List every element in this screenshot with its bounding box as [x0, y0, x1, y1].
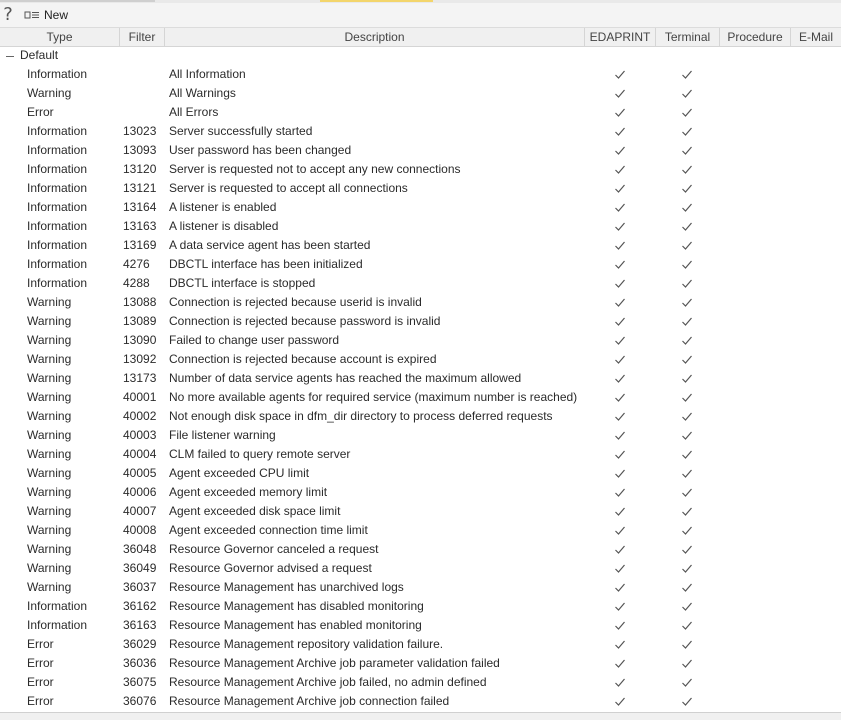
- column-header-terminal[interactable]: Terminal: [656, 28, 720, 46]
- table-row[interactable]: [0, 122, 841, 141]
- edaprint-check-icon[interactable]: [614, 217, 626, 236]
- table-row[interactable]: [0, 350, 841, 369]
- terminal-check-icon[interactable]: [681, 255, 693, 274]
- tab-indicator-left: [0, 0, 155, 2]
- terminal-check-icon[interactable]: [681, 198, 693, 217]
- terminal-check-icon[interactable]: [681, 160, 693, 179]
- edaprint-check-icon[interactable]: [614, 407, 626, 426]
- cell-type: Warning: [27, 86, 72, 100]
- terminal-check-icon[interactable]: [681, 483, 693, 502]
- message-table-body: [0, 65, 841, 711]
- terminal-check-icon[interactable]: [681, 540, 693, 559]
- cell-description: Agent exceeded connection time limit: [169, 523, 368, 537]
- cell-filter: 13164: [123, 200, 157, 214]
- cell-type: Information: [27, 257, 88, 271]
- cell-filter: 40001: [123, 390, 157, 404]
- cell-description: Resource Governor advised a request: [169, 561, 372, 575]
- table-row[interactable]: [0, 654, 841, 673]
- cell-type: Warning: [27, 314, 72, 328]
- cell-description: CLM failed to query remote server: [169, 447, 351, 461]
- terminal-check-icon[interactable]: [681, 65, 693, 84]
- cell-filter: 36029: [123, 637, 157, 651]
- cell-filter: 13169: [123, 238, 157, 252]
- group-row-default[interactable]: [0, 46, 841, 65]
- cell-type: Information: [27, 67, 88, 81]
- terminal-check-icon[interactable]: [681, 84, 693, 103]
- terminal-check-icon[interactable]: [681, 597, 693, 616]
- cell-type: Information: [27, 276, 88, 290]
- cell-type: Information: [27, 599, 88, 613]
- cell-filter: 13163: [123, 219, 157, 233]
- cell-type: Warning: [27, 523, 72, 537]
- table-row[interactable]: [0, 578, 841, 597]
- cell-filter: 40004: [123, 447, 157, 461]
- edaprint-check-icon[interactable]: [614, 426, 626, 445]
- cell-description: Server is requested to accept all connections: [169, 181, 408, 195]
- terminal-check-icon[interactable]: [681, 369, 693, 388]
- table-row[interactable]: [0, 236, 841, 255]
- cell-filter: 13090: [123, 333, 157, 347]
- cell-type: Error: [27, 656, 54, 670]
- terminal-check-icon[interactable]: [681, 312, 693, 331]
- cell-type: Information: [27, 219, 88, 233]
- table-row[interactable]: [0, 103, 841, 122]
- cell-description: No more available agents for required service (maximum number is reached): [169, 390, 578, 404]
- edaprint-check-icon[interactable]: [614, 350, 626, 369]
- terminal-check-icon[interactable]: [681, 616, 693, 635]
- edaprint-check-icon[interactable]: [614, 483, 626, 502]
- cell-filter: 40002: [123, 409, 157, 423]
- edaprint-check-icon[interactable]: [614, 312, 626, 331]
- cell-filter: 40005: [123, 466, 157, 480]
- edaprint-check-icon[interactable]: [614, 445, 626, 464]
- edaprint-check-icon[interactable]: [614, 141, 626, 160]
- terminal-check-icon[interactable]: [681, 502, 693, 521]
- edaprint-check-icon[interactable]: [614, 122, 626, 141]
- cell-description: Agent exceeded memory limit: [169, 485, 328, 499]
- terminal-check-icon[interactable]: [681, 692, 693, 711]
- cell-type: Information: [27, 143, 88, 157]
- new-button-label: New: [44, 8, 69, 22]
- cell-filter: 40003: [123, 428, 157, 442]
- terminal-check-icon[interactable]: [681, 274, 693, 293]
- cell-description: Resource Management Archive job connection failed: [169, 694, 450, 708]
- table-row[interactable]: [0, 521, 841, 540]
- cell-description: A listener is enabled: [169, 200, 277, 214]
- table-row[interactable]: [0, 160, 841, 179]
- cell-description: Connection is rejected because account is expired: [169, 352, 437, 366]
- cell-description: Number of data service agents has reached the maximum allowed: [169, 371, 522, 385]
- table-row[interactable]: [0, 65, 841, 84]
- terminal-check-icon[interactable]: [681, 578, 693, 597]
- edaprint-check-icon[interactable]: [614, 84, 626, 103]
- terminal-check-icon[interactable]: [681, 141, 693, 160]
- terminal-check-icon[interactable]: [681, 293, 693, 312]
- toolbar: [0, 3, 841, 28]
- edaprint-check-icon[interactable]: [614, 103, 626, 122]
- cell-description: Failed to change user password: [169, 333, 340, 347]
- cell-filter: 13120: [123, 162, 157, 176]
- table-row[interactable]: [0, 464, 841, 483]
- cell-type: Warning: [27, 561, 72, 575]
- cell-filter: 36075: [123, 675, 157, 689]
- table-row[interactable]: [0, 179, 841, 198]
- table-row[interactable]: [0, 540, 841, 559]
- cell-filter: 13121: [123, 181, 157, 195]
- cell-description: Resource Management repository validation failure.: [169, 637, 444, 651]
- cell-filter: 13023: [123, 124, 157, 138]
- edaprint-check-icon[interactable]: [614, 464, 626, 483]
- cell-description: File listener warning: [169, 428, 276, 442]
- cell-description: All Warnings: [169, 86, 236, 100]
- column-header-type[interactable]: Type: [0, 28, 120, 46]
- group-label: Default: [20, 48, 59, 62]
- column-header-edaprint[interactable]: EDAPRINT: [585, 28, 656, 46]
- edaprint-check-icon[interactable]: [614, 673, 626, 692]
- cell-description: Resource Management has unarchived logs: [169, 580, 404, 594]
- table-row[interactable]: [0, 84, 841, 103]
- cell-description: All Information: [169, 67, 246, 81]
- edaprint-check-icon[interactable]: [614, 597, 626, 616]
- cell-description: Resource Management Archive job failed, no admin defined: [169, 675, 487, 689]
- edaprint-check-icon[interactable]: [614, 540, 626, 559]
- edaprint-check-icon[interactable]: [614, 616, 626, 635]
- cell-filter: 36037: [123, 580, 157, 594]
- cell-description: DBCTL interface has been initialized: [169, 257, 363, 271]
- cell-description: Server is requested not to accept any new connections: [169, 162, 461, 176]
- terminal-check-icon[interactable]: [681, 673, 693, 692]
- terminal-check-icon[interactable]: [681, 559, 693, 578]
- column-header-description[interactable]: Description: [165, 28, 585, 46]
- table-row[interactable]: [0, 217, 841, 236]
- column-header-email[interactable]: E-Mail: [798, 30, 833, 44]
- edaprint-check-icon[interactable]: [614, 293, 626, 312]
- cell-type: Warning: [27, 428, 72, 442]
- edaprint-check-icon[interactable]: [614, 654, 626, 673]
- cell-type: Warning: [27, 295, 72, 309]
- table-row[interactable]: [0, 274, 841, 293]
- cell-filter: 13089: [123, 314, 157, 328]
- cell-description: Resource Management has disabled monitoring: [169, 599, 424, 613]
- edaprint-check-icon[interactable]: [614, 578, 626, 597]
- cell-filter: 4288: [123, 276, 150, 290]
- cell-description: Agent exceeded disk space limit: [169, 504, 341, 518]
- cell-description: Agent exceeded CPU limit: [169, 466, 310, 480]
- collapse-icon[interactable]: [5, 51, 15, 61]
- terminal-check-icon[interactable]: [681, 464, 693, 483]
- cell-filter: 36048: [123, 542, 157, 556]
- table-row[interactable]: [0, 388, 841, 407]
- column-header-procedure[interactable]: Procedure: [720, 28, 791, 46]
- table-row[interactable]: [0, 198, 841, 217]
- cell-description: Not enough disk space in dfm_dir directory to process deferred requests: [169, 409, 553, 423]
- cell-type: Information: [27, 618, 88, 632]
- table-row[interactable]: [0, 673, 841, 692]
- cell-type: Information: [27, 238, 88, 252]
- cell-description: A listener is disabled: [169, 219, 279, 233]
- cell-filter: 13088: [123, 295, 157, 309]
- table-row[interactable]: [0, 293, 841, 312]
- cell-type: Information: [27, 124, 88, 138]
- new-button[interactable]: [24, 5, 68, 25]
- cell-filter: 36163: [123, 618, 157, 632]
- edaprint-check-icon[interactable]: [614, 692, 626, 711]
- cell-filter: 4276: [123, 257, 150, 271]
- cell-description: Server successfully started: [169, 124, 313, 138]
- cell-type: Error: [27, 675, 54, 689]
- cell-filter: 13093: [123, 143, 157, 157]
- cell-type: Warning: [27, 466, 72, 480]
- terminal-check-icon[interactable]: [681, 236, 693, 255]
- cell-filter: 36036: [123, 656, 157, 670]
- cell-description: Connection is rejected because password is invalid: [169, 314, 441, 328]
- cell-description: A data service agent has been started: [169, 238, 371, 252]
- table-row[interactable]: [0, 692, 841, 711]
- terminal-check-icon[interactable]: [681, 635, 693, 654]
- terminal-check-icon[interactable]: [681, 179, 693, 198]
- terminal-check-icon[interactable]: [681, 521, 693, 540]
- table-row[interactable]: [0, 635, 841, 654]
- edaprint-check-icon[interactable]: [614, 255, 626, 274]
- cell-description: User password has been changed: [169, 143, 352, 157]
- cell-description: All Errors: [169, 105, 219, 119]
- cell-type: Warning: [27, 504, 72, 518]
- cell-type: Warning: [27, 580, 72, 594]
- table-row[interactable]: [0, 502, 841, 521]
- cell-filter: 36162: [123, 599, 157, 613]
- cell-description: Resource Management has enabled monitoring: [169, 618, 422, 632]
- cell-type: Information: [27, 162, 88, 176]
- cell-type: Information: [27, 200, 88, 214]
- edaprint-check-icon[interactable]: [614, 369, 626, 388]
- cell-type: Error: [27, 637, 54, 651]
- table-row[interactable]: [0, 616, 841, 635]
- edaprint-check-icon[interactable]: [614, 274, 626, 293]
- table-row[interactable]: [0, 559, 841, 578]
- table-row[interactable]: [0, 331, 841, 350]
- cell-type: Error: [27, 105, 54, 119]
- edaprint-check-icon[interactable]: [614, 635, 626, 654]
- terminal-check-icon[interactable]: [681, 103, 693, 122]
- terminal-check-icon[interactable]: [681, 445, 693, 464]
- edaprint-check-icon[interactable]: [614, 521, 626, 540]
- edaprint-check-icon[interactable]: [614, 388, 626, 407]
- table-row[interactable]: [0, 445, 841, 464]
- cell-type: Warning: [27, 447, 72, 461]
- terminal-check-icon[interactable]: [681, 407, 693, 426]
- terminal-check-icon[interactable]: [681, 426, 693, 445]
- cell-description: Connection is rejected because userid is invalid: [169, 295, 422, 309]
- table-row[interactable]: [0, 483, 841, 502]
- edaprint-check-icon[interactable]: [614, 65, 626, 84]
- terminal-check-icon[interactable]: [681, 331, 693, 350]
- edaprint-check-icon[interactable]: [614, 331, 626, 350]
- cell-type: Error: [27, 694, 54, 708]
- new-item-icon: [24, 9, 40, 21]
- cell-filter: 40007: [123, 504, 157, 518]
- cell-filter: 36076: [123, 694, 157, 708]
- cell-type: Warning: [27, 390, 72, 404]
- cell-type: Warning: [27, 371, 72, 385]
- terminal-check-icon[interactable]: [681, 122, 693, 141]
- cell-description: Resource Management Archive job parameter validation failed: [169, 656, 500, 670]
- column-header-row: [0, 28, 841, 47]
- cell-type: Information: [27, 181, 88, 195]
- cell-type: Warning: [27, 485, 72, 499]
- cell-filter: 40008: [123, 523, 157, 537]
- edaprint-check-icon[interactable]: [614, 198, 626, 217]
- cell-type: Warning: [27, 542, 72, 556]
- edaprint-check-icon[interactable]: [614, 559, 626, 578]
- terminal-check-icon[interactable]: [681, 654, 693, 673]
- terminal-check-icon[interactable]: [681, 217, 693, 236]
- table-row[interactable]: [0, 369, 841, 388]
- cell-description: DBCTL interface is stopped: [169, 276, 316, 290]
- table-row[interactable]: [0, 597, 841, 616]
- cell-description: Resource Governor canceled a request: [169, 542, 379, 556]
- terminal-check-icon[interactable]: [681, 388, 693, 407]
- cell-type: Warning: [27, 333, 72, 347]
- table-row[interactable]: [0, 255, 841, 274]
- cell-filter: 36049: [123, 561, 157, 575]
- terminal-check-icon[interactable]: [681, 350, 693, 369]
- table-row[interactable]: [0, 426, 841, 445]
- tab-indicator-active: [320, 0, 433, 2]
- cell-filter: 13092: [123, 352, 157, 366]
- edaprint-check-icon[interactable]: [614, 502, 626, 521]
- cell-type: Warning: [27, 409, 72, 423]
- column-header-filter[interactable]: Filter: [120, 28, 165, 46]
- edaprint-check-icon[interactable]: [614, 179, 626, 198]
- table-row[interactable]: [0, 141, 841, 160]
- cell-filter: 40006: [123, 485, 157, 499]
- table-row[interactable]: [0, 312, 841, 331]
- cell-type: Warning: [27, 352, 72, 366]
- table-row[interactable]: [0, 407, 841, 426]
- edaprint-check-icon[interactable]: [614, 160, 626, 179]
- help-icon[interactable]: ?: [3, 4, 13, 25]
- edaprint-check-icon[interactable]: [614, 236, 626, 255]
- cell-filter: 13173: [123, 371, 157, 385]
